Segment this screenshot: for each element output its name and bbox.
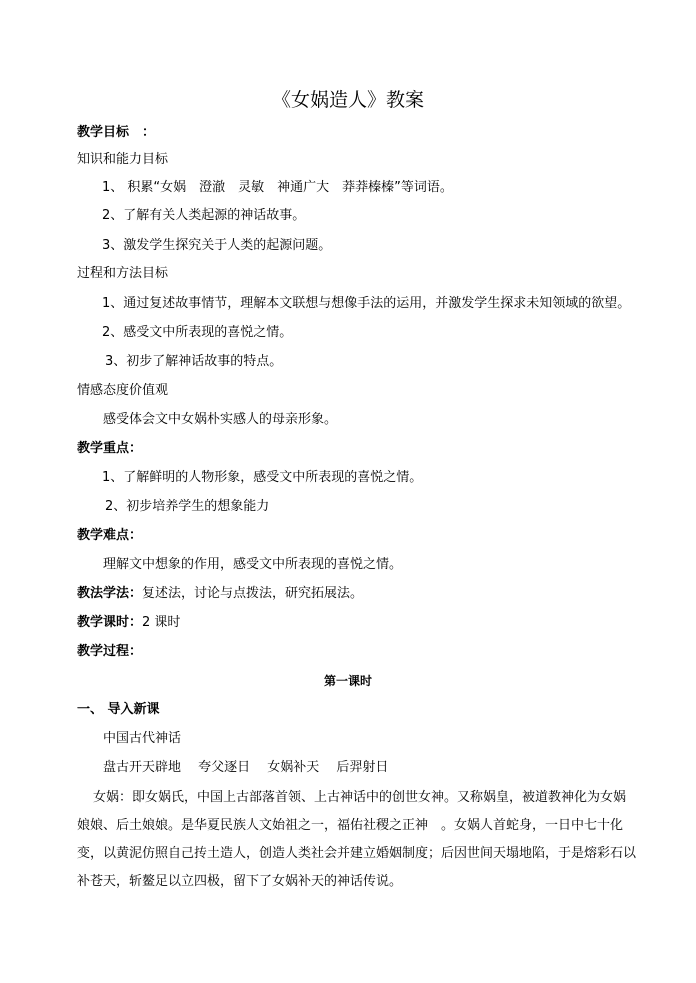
knowledge-item: 2、了解有关人类起源的神话故事。 xyxy=(102,208,306,223)
method-text: 复述法，讨论与点拨法，研究拓展法。 xyxy=(142,586,364,601)
emotion-heading: 情感态度价值观 xyxy=(77,383,169,398)
knowledge-item: 3、激发学生探究关于人类的起源问题。 xyxy=(102,238,332,253)
section-one-heading: 一、 导入新课 xyxy=(77,702,160,717)
knowledge-item: 1、 积累“女娲 澄澈 灵敏 神通广大 莽莽榛榛”等词语。 xyxy=(102,180,453,195)
document-title: 《女娲造人》教案 xyxy=(271,89,424,111)
nuwa-paragraph: 女娲：即女娲氏，中国上古部落首领、上古神话中的创世女神。又称娲皇，被道教神化为女娲娘娘、后土娘娘。是华夏民族人文始祖之一，福佑社稷之正神 。女娲人首蛇身，一日中七十化变，以黄泥仿照自己抟土造人，创造人类社会并建立婚姻制度；后因世间天塌地陷，于是熔彩石以补苍天，斩鳌足以立四极，留下了女娲补天的神话传说。 xyxy=(77,790,637,889)
process-item: 3、初步了解神话故事的特点。 xyxy=(105,354,283,369)
knowledge-heading: 知识和能力目标 xyxy=(77,152,169,167)
difficulty-heading: 教学难点： xyxy=(77,528,143,543)
method-label: 教法学法： xyxy=(77,586,143,601)
process-heading: 过程和方法目标 xyxy=(77,266,169,281)
emotion-text: 感受体会文中女娲朴实感人的母亲形象。 xyxy=(103,412,338,427)
key-points-heading: 教学重点： xyxy=(77,441,143,456)
objectives-heading: 教学目标 ： xyxy=(77,125,156,140)
key-point-item: 2、初步培养学生的想象能力 xyxy=(105,499,270,514)
myth-heading: 中国古代神话 xyxy=(103,731,182,746)
hours-line xyxy=(77,615,180,631)
lesson-heading: 第一课时 xyxy=(323,674,372,688)
process-item: 2、感受文中所表现的喜悦之情。 xyxy=(102,325,293,340)
myth-list: 盘古开天辟地 夸父逐日 女娲补天 后羿射日 xyxy=(103,760,389,775)
process-item: 1、通过复述故事情节，理解本文联想与想像手法的运用，并激发学生探求未知领域的欲望。 xyxy=(102,296,631,311)
method-line xyxy=(77,586,363,602)
process-label: 教学过程： xyxy=(77,644,143,659)
hours-label: 教学课时： xyxy=(77,615,143,630)
hours-text: 2 课时 xyxy=(142,615,181,630)
difficulty-text: 理解文中想象的作用，感受文中所表现的喜悦之情。 xyxy=(103,557,403,572)
key-point-item: 1、了解鲜明的人物形象，感受文中所表现的喜悦之情。 xyxy=(102,470,423,485)
